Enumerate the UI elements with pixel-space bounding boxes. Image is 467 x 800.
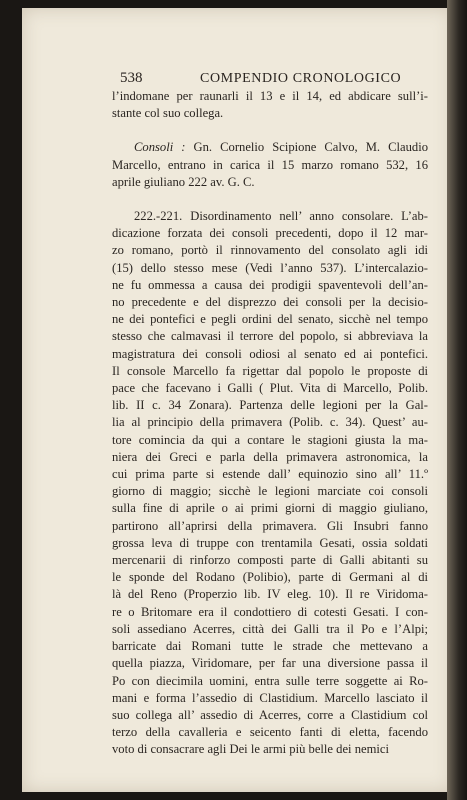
text-line: lia al principio della primavera (Polib. c. 34). Quest’ au- — [112, 415, 428, 430]
text-line: no precedente e del disprezzo dei consoli per la decisio- — [112, 295, 428, 310]
text-line: voto di consacrare agli Dei le armi più belle dei nemici — [112, 742, 389, 757]
consoli-paragraph — [112, 139, 428, 191]
text-line: giorno di maggio; sicchè le legioni marciate coi consoli — [112, 484, 428, 499]
text-line: Marcello, entrano in carica il 15 marzo romano 532, 16 — [112, 157, 428, 172]
text-line: tore comincia da qui a contare le stagioni giusta la ma- — [112, 432, 428, 447]
text-line: mani e forma l’assedio di Clastidium. Marcello lasciato il — [112, 690, 428, 705]
text-line: zo romano, portò il rinnovamento del consolato agli idi — [112, 243, 428, 258]
text-line: quella piazza, Viridomare, per far una diversione passa il — [112, 656, 428, 671]
text-line: mercenarii di rinforzo composti parte di Galli abitanti su — [112, 553, 428, 568]
page-header — [120, 70, 417, 87]
text-line: stesso che calmavasi il terrore del popolo, si abbreviava la — [112, 329, 428, 344]
text-line: ne dei pontefici e pegli ordini del senato, sicchè nel tempo — [112, 312, 428, 327]
text-line: 222.-221. Disordinamento nell’ anno consolare. L’ab- — [134, 209, 428, 224]
text-line: pace che facevano i Galli ( Plut. Vita di Marcello, Polib. — [112, 381, 428, 396]
text-line: magistratura dei consoli odiosi al senato ed ai pontefici. — [112, 346, 428, 361]
book-spine — [447, 0, 467, 800]
text-line: Gn. Cornelio Scipione Calvo, M. Claudio — [193, 140, 428, 155]
text-line: (15) dello stesso mese (Vedi l’anno 537). L’intercalazio- — [112, 260, 428, 275]
text-line: Po con diecimila uomini, entra sulle terre soggette ai Ro- — [112, 673, 428, 688]
text-line: ne fu ommessa a causa dei prodigii spaventevoli dell’an- — [112, 277, 428, 292]
text-line: dicazione forzata dei consoli precedenti, dopo il 12 mar- — [112, 226, 428, 241]
text-line: l’indomane per raunarli il 13 e il 14, ed abdicare sull’i- — [112, 89, 428, 103]
page-number: 538 — [120, 70, 143, 86]
text-line: là del Reno (Properzio lib. IV eleg. 10). Il re Viridoma- — [112, 587, 428, 602]
text-line: Il console Marcello fa rigettar dal popolo le proposte di — [112, 363, 428, 378]
text-line: lib. II c. 34 Zonara). Partenza delle legioni per la Gal- — [112, 398, 428, 413]
text-line: re o Britomare era il condottiero di cotesti Gesati. I con- — [112, 604, 428, 619]
text-line: sulla fine di aprile o ai primi giorni di maggio giuliano, — [112, 501, 428, 516]
text-line: suo collega all’ assedio di Acerres, corre a Clastidium col — [112, 707, 428, 722]
text-line: grossa leva di truppe con trentamila Gesati, ossia soldati — [112, 535, 428, 550]
consoli-label: Consoli : — [134, 140, 186, 155]
text-line: cui prima parte si estende dall’ equinozio sino all’ 11.º — [112, 467, 428, 482]
text-line: soli assediano Acerres, città dei Galli tra il Po e l’Alpi; — [112, 621, 428, 636]
text-line: partirono all’aprirsi della primavera. Gli Insubri fanno — [112, 518, 428, 533]
text-line: niera dei Greci e parla della primavera astronomica, la — [112, 449, 428, 464]
entry-paragraph — [112, 208, 428, 759]
continuation-paragraph — [112, 88, 428, 122]
text-line: terzo della cavalleria e seicento fanti di eletta, facendo — [112, 725, 428, 740]
running-title: COMPENDIO CRONOLOGICO — [200, 71, 402, 86]
text-line: le sponde del Rodano (Polibio), parte di Germani al di — [112, 570, 428, 585]
text-line: stante col suo collega. — [112, 106, 224, 121]
text-line: aprile giuliano 222 av. G. C. — [112, 174, 255, 189]
body-text — [112, 88, 428, 759]
text-line: barricate dai Romani tutte le strade che mettevano a — [112, 639, 428, 654]
